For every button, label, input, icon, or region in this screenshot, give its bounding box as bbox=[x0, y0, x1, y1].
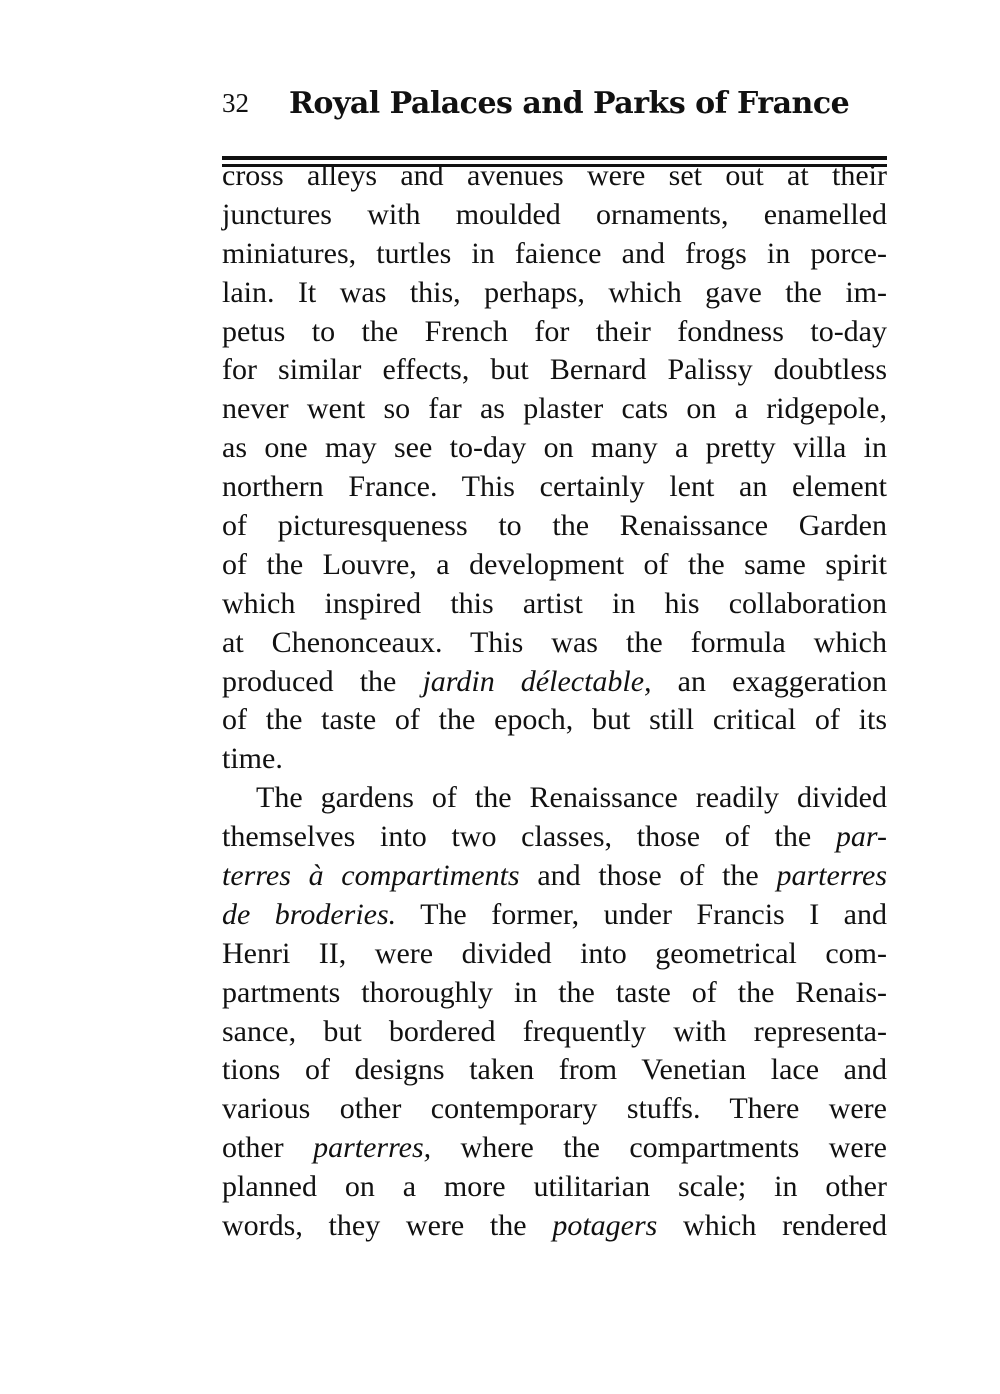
text-segment: for similar effects, but Bernard Palissy doubtless bbox=[222, 353, 887, 387]
text-segment: sance, but bordered frequently with representa- bbox=[222, 1014, 887, 1048]
text-segment: words, they were the bbox=[222, 1209, 553, 1243]
text-segment: of picturesqueness to the Renaissance Garden bbox=[222, 509, 887, 543]
text-segment: which inspired this artist in his collaboration bbox=[222, 586, 887, 620]
text-segment: Henri II, were divided into geometrical com- bbox=[222, 936, 887, 970]
text-line bbox=[222, 585, 887, 624]
text-line bbox=[222, 1207, 887, 1246]
text-line bbox=[222, 313, 887, 352]
text-line bbox=[222, 663, 887, 702]
text-segment: as one may see to-day on many a pretty villa in bbox=[222, 431, 887, 465]
body-text bbox=[222, 157, 887, 1246]
text-segment: tions of designs taken from Venetian lace and bbox=[222, 1053, 887, 1087]
text-line bbox=[222, 468, 887, 507]
text-segment: never went so far as plaster cats on a ridgepole, bbox=[222, 392, 887, 426]
text-segment: and those of the bbox=[519, 859, 777, 893]
text-line bbox=[222, 429, 887, 468]
paragraph bbox=[222, 779, 887, 1246]
text-line bbox=[222, 1051, 887, 1090]
text-segment: themselves into two classes, those of the bbox=[222, 820, 836, 854]
text-line bbox=[222, 624, 887, 663]
italic-text-segment: jardin délectable, bbox=[422, 664, 652, 698]
text-segment: time. bbox=[222, 742, 283, 776]
text-segment: of the taste of the epoch, but still critical of its bbox=[222, 703, 887, 737]
text-line bbox=[222, 1129, 887, 1168]
italic-text-segment: parterres bbox=[776, 859, 887, 893]
text-segment: other bbox=[222, 1131, 314, 1165]
text-segment: junctures with moulded ornaments, enamelled bbox=[222, 197, 887, 231]
text-segment: cross alleys and avenues were set out at their bbox=[222, 159, 887, 192]
text-line bbox=[222, 818, 887, 857]
text-line bbox=[222, 507, 887, 546]
italic-text-segment: potagers bbox=[552, 1209, 658, 1243]
text-segment: where the compartments were bbox=[431, 1131, 887, 1165]
text-line bbox=[222, 157, 887, 196]
text-line bbox=[222, 1090, 887, 1129]
text-segment: produced the bbox=[222, 664, 423, 698]
italic-text-segment: par- bbox=[835, 820, 887, 854]
text-line bbox=[222, 351, 887, 390]
text-segment: miniatures, turtles in faience and frogs in porce- bbox=[222, 236, 887, 270]
text-line bbox=[222, 896, 887, 935]
text-line bbox=[222, 935, 887, 974]
text-line bbox=[222, 740, 887, 779]
text-segment: planned on a more utilitarian scale; in other bbox=[222, 1170, 887, 1204]
text-segment: petus to the French for their fondness to-day bbox=[222, 314, 887, 348]
text-line bbox=[222, 974, 887, 1013]
running-title: Royal Palaces and Parks of France bbox=[289, 86, 850, 121]
italic-text-segment: terres à compartiments bbox=[222, 859, 520, 893]
text-segment: partments thoroughly in the taste of the Renais- bbox=[222, 975, 887, 1009]
text-line bbox=[222, 701, 887, 740]
text-segment: an exaggeration bbox=[651, 664, 887, 698]
text-line bbox=[222, 235, 887, 274]
text-line bbox=[222, 1168, 887, 1207]
text-segment: northern France. This certainly lent an element bbox=[222, 470, 887, 504]
text-line bbox=[222, 857, 887, 896]
text-segment: at Chenonceaux. This was the formula which bbox=[222, 625, 887, 659]
text-segment: The gardens of the Renaissance readily divided bbox=[256, 781, 887, 815]
text-line bbox=[222, 390, 887, 429]
text-segment: of the Louvre, a development of the same spirit bbox=[222, 547, 887, 581]
text-segment: various other contemporary stuffs. There were bbox=[222, 1092, 887, 1126]
text-line bbox=[222, 546, 887, 585]
text-segment: which rendered bbox=[657, 1209, 887, 1243]
paragraph bbox=[222, 157, 887, 779]
text-line bbox=[222, 779, 887, 818]
italic-text-segment: parterres, bbox=[313, 1131, 432, 1165]
italic-text-segment: de broderies. bbox=[222, 897, 397, 931]
text-line bbox=[222, 1013, 887, 1052]
text-line bbox=[222, 274, 887, 313]
text-segment: The former, under Francis I and bbox=[396, 897, 887, 931]
page-number: 32 bbox=[222, 88, 249, 118]
text-line bbox=[222, 196, 887, 235]
text-segment: lain. It was this, perhaps, which gave the im- bbox=[222, 275, 887, 309]
